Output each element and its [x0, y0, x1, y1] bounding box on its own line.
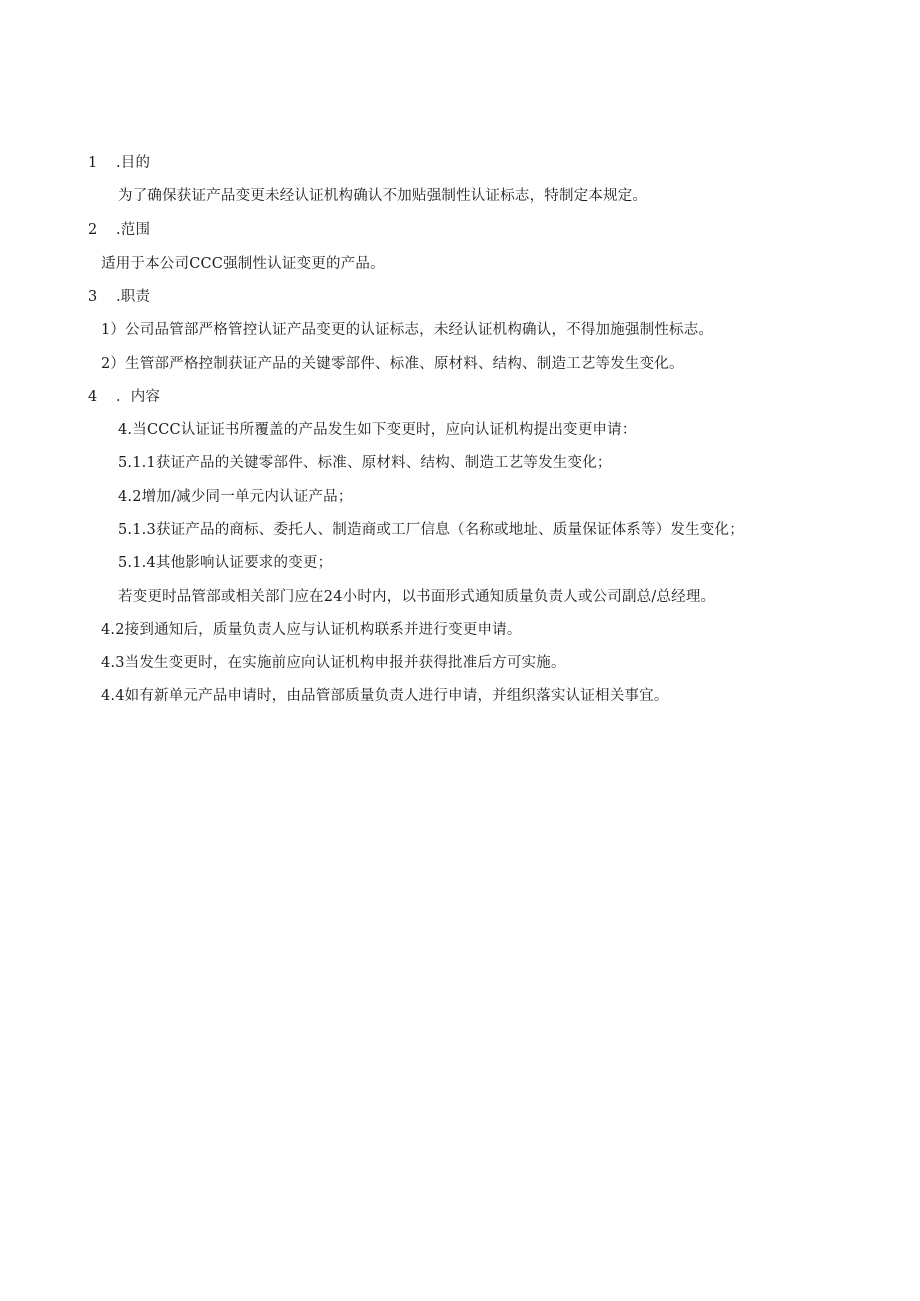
content-item [101, 653, 566, 673]
item-number: 5. [118, 522, 133, 538]
item-text: 1.1获证产品的关键零部件、标准、原材料、结构、制造工艺等发生变化； [132, 455, 612, 471]
content-item [118, 520, 744, 540]
item-text: 4.4如有新单元产品申请时，由品管部质量负责人进行申请，并组织落实认证相关事宜。 [101, 688, 669, 704]
paragraph-text: 适用于本公司CCC强制性认证变更的产品。 [101, 256, 385, 272]
section-number: 2 [88, 222, 98, 238]
section-title: .范围 [116, 222, 151, 238]
content-item [101, 686, 669, 706]
item-number: 4. [118, 422, 133, 438]
item-text: 生管部严格控制获证产品的关键零部件、标准、原材料、结构、制造工艺等发生变化。 [125, 356, 684, 372]
item-number: 5. [118, 455, 133, 471]
content-item [118, 487, 353, 507]
item-number: 4. [101, 622, 116, 638]
section-heading-scope [88, 220, 150, 240]
section-heading-purpose [88, 153, 150, 173]
item-number: 2） [101, 356, 126, 372]
item-text: 公司品管部严格管控认证产品变更的认证标志，未经认证机构确认，不得加施强制性标志。 [125, 322, 714, 338]
item-text: 2增加/减少同一单元内认证产品； [132, 489, 353, 505]
paragraph-scope [101, 254, 385, 274]
section-number: 3 [88, 289, 98, 305]
item-text: 1.3获证产品的商标、委托人、制造商或工厂信息（名称或地址、质量保证体系等）发生变化； [132, 522, 744, 538]
content-item [118, 420, 637, 440]
section-heading-responsibility [88, 287, 150, 307]
item-number: 4. [118, 489, 133, 505]
section-number: 1 [88, 155, 98, 171]
content-item [101, 620, 522, 640]
section-title: ．内容 [116, 389, 161, 405]
responsibility-item-2 [101, 354, 684, 374]
content-paragraph [118, 587, 715, 607]
section-number: 4 [88, 389, 98, 405]
item-text: 4其他影响认证要求的变更； [146, 555, 333, 571]
content-item [118, 453, 612, 473]
item-text: 4.3当发生变更时，在实施前应向认证机构申报并获得批准后方可实施。 [101, 655, 566, 671]
item-text: 2接到通知后，质量负责人应与认证机构联系并进行变更申请。 [115, 622, 522, 638]
paragraph-purpose [118, 186, 647, 206]
item-number: 5.1. [118, 555, 147, 571]
paragraph-text: 若变更时品管部或相关部门应在24小时内，以书面形式通知质量负责人或公司副总/总经理。 [118, 589, 716, 605]
item-number: 1） [101, 322, 126, 338]
content-item [118, 553, 332, 573]
responsibility-item-1 [101, 320, 713, 340]
section-heading-content [88, 387, 160, 407]
paragraph-text: 为了确保获证产品变更未经认证机构确认不加贴强制性认证标志，特制定本规定。 [118, 188, 648, 204]
item-text: 当CCC认证证书所覆盖的产品发生如下变更时，应向认证机构提出变更申请： [132, 422, 637, 438]
section-title: .职责 [116, 289, 151, 305]
section-title: .目的 [116, 155, 151, 171]
